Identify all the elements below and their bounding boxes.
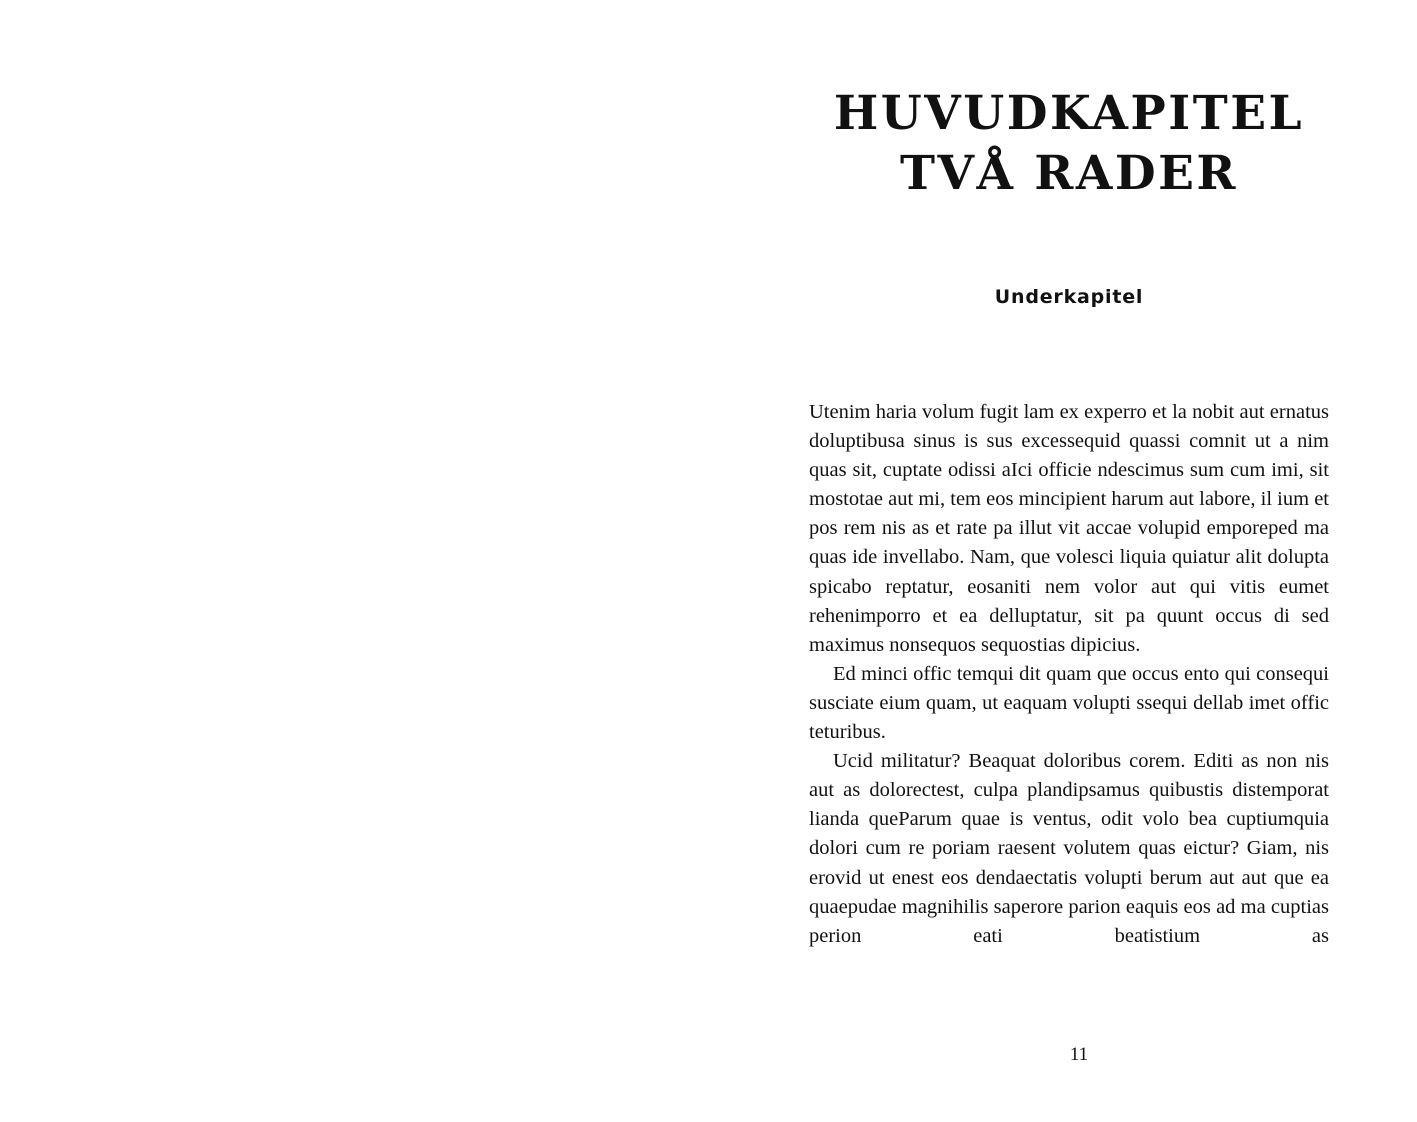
left-page-blank [0,0,708,1122]
paragraph-1: Utenim haria volum fugit lam ex experro et la nobit aut ernatus doluptibusa sinus is sus excessequid quassi comnit ut a nim quas sit, cuptate odissi aIci officie ndescimus sum cum imi, sit mostotae aut mi, tem eos mincipient harum aut labore, il ium et pos rem nis as et rate pa illut vit accae volupid emporeped ma quas ide invellabo. Nam, que volesci liquia quiatur alit dolupta spicabo reptatur, eosaniti nem volor aut qui vitis eumet rehenimporro et ea delluptatur, sit pa quunt occus di sed maximus nonsequos sequostias dipicius. [809,401,1329,656]
page-number: 11 [1069,1044,1089,1065]
body-text [809,398,1329,951]
chapter-title-line-1: HUVUDKAPITEL [833,86,1305,141]
subchapter-title: Underkapitel [994,286,1144,308]
paragraph-2: Ed minci offic temqui dit quam que occus ento qui consequi susciate eium quam, ut eaquam volupti ssequi dellab imet offic teturibus. [809,662,1329,744]
chapter-title [809,84,1329,204]
chapter-title-line-2: TVÅ RADER [900,146,1238,201]
paragraph-3: Ucid militatur? Beaquat doloribus corem. Editi as non nis aut as dolorectest, culpa plandipsamus quibustis distemporat lianda queParum quae is ventus, odit volo bea cuptiumquia dolori cum re poriam raesent volutem quas eictur? Giam, nis erovid ut enest eos dendaectatis volupti berum aut aut que ea quaepudae magnihilis saperore parion eaquis eos ad ma cuptias perion eati beatistium as [809,750,1329,947]
